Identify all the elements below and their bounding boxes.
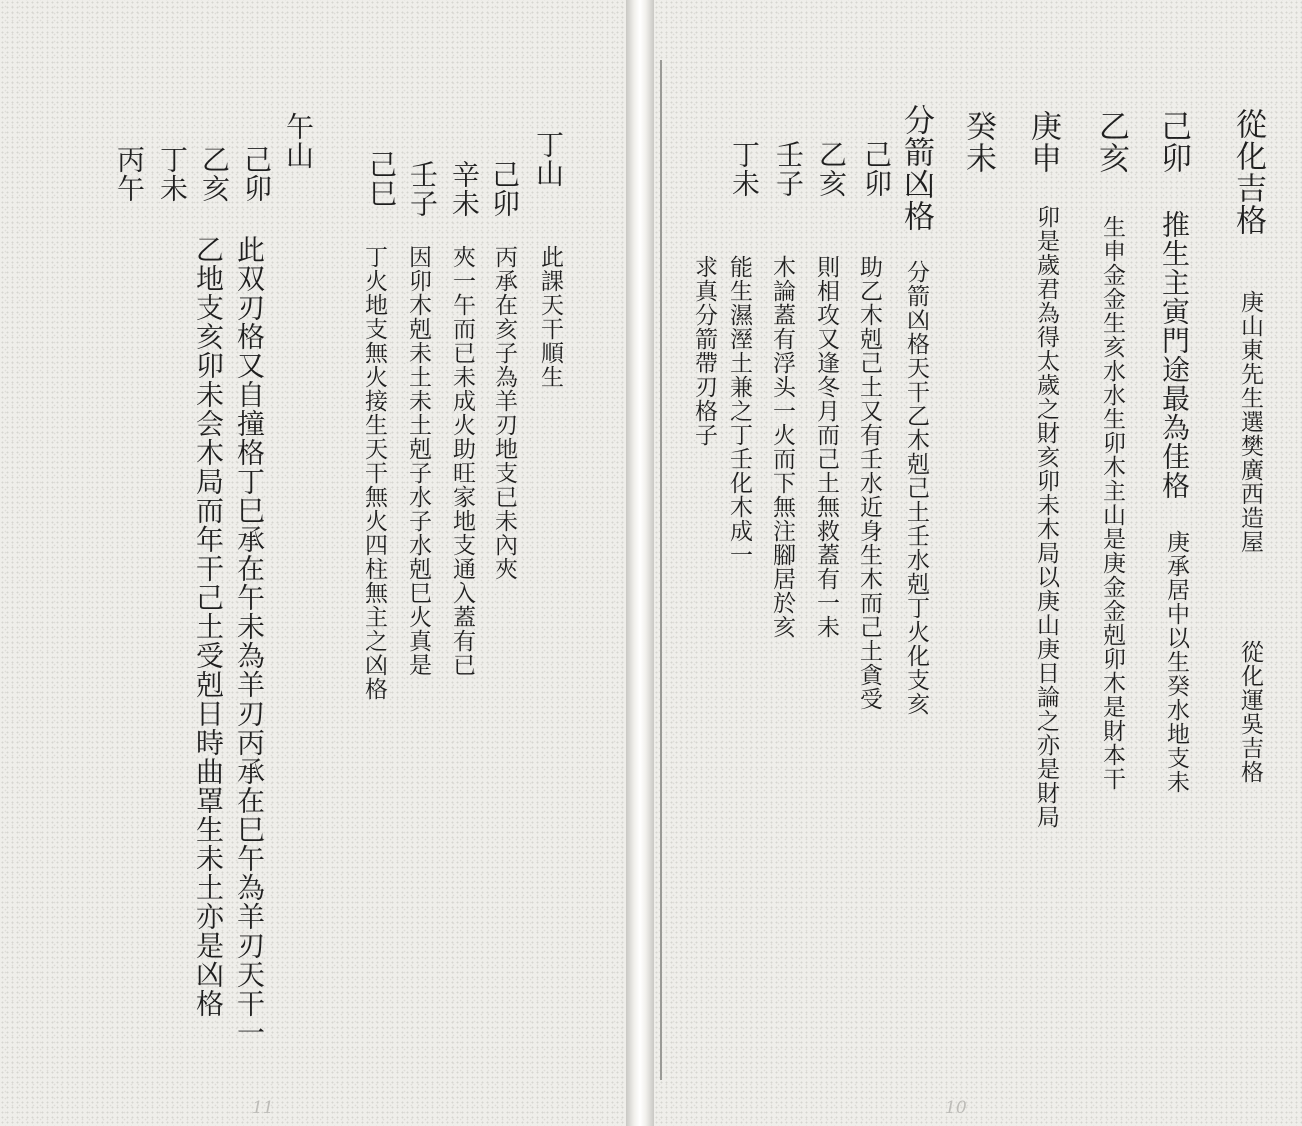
commentary-line: 此課天干順生 bbox=[537, 245, 563, 389]
pillar-dingwei: 丁未 bbox=[156, 145, 189, 203]
commentary-line: 乙地支亥卯未会木局而年干己土受剋日時曲罩生未土亦是凶格 bbox=[192, 235, 225, 1018]
book-gutter bbox=[626, 0, 654, 1126]
pillar-dingwei: 丁未 bbox=[728, 140, 761, 198]
pillar-bingwu: 丙午 bbox=[113, 145, 146, 203]
pillar-jimao: 己卯 bbox=[488, 160, 521, 218]
pillar-renzi: 壬子 bbox=[406, 160, 439, 218]
pillar-yihai: 乙亥 bbox=[1093, 110, 1129, 174]
commentary-line: 求真分箭帶刃格子 bbox=[691, 255, 717, 447]
pillar-jisi: 己巳 bbox=[365, 150, 398, 208]
commentary-line: 能生濕溼土兼之丁壬化木成一 bbox=[726, 255, 752, 567]
commentary-line: 丁火地支無火接生天干無火四柱無主之凶格 bbox=[361, 245, 387, 701]
pillar-jimao: 己卯 bbox=[240, 145, 273, 203]
commentary-line: 助乙木剋己土又有壬水近身生木而己土貪受 bbox=[856, 255, 882, 711]
subtitle-conghua-yun: 從化運吳吉格 bbox=[1237, 640, 1263, 784]
page-number: 10 bbox=[945, 1098, 967, 1118]
pillar-yihai: 乙亥 bbox=[815, 140, 848, 198]
pillar-xinwei: 辛未 bbox=[448, 160, 481, 218]
commentary-line: 因卯木剋未土未土剋子水子水剋巳火真是 bbox=[405, 245, 431, 677]
commentary-line: 推生主寅門途最為佳格 bbox=[1158, 210, 1191, 500]
pillar-jimao: 己卯 bbox=[1155, 110, 1191, 174]
commentary-line: 夾一午而已未成火助旺家地支通入蓋有已 bbox=[449, 245, 475, 677]
commentary-line: 生申金金生亥水水生卯木主山是庚金金剋卯木是財本干 bbox=[1099, 215, 1125, 791]
page-number: 11 bbox=[252, 1098, 274, 1118]
pillar-yihai: 乙亥 bbox=[198, 145, 231, 203]
section-title-fenjian: 分箭凶格 bbox=[898, 104, 934, 232]
section-title-conghua: 從化吉格 bbox=[1230, 108, 1266, 236]
pillar-guiwei: 癸未 bbox=[960, 110, 996, 174]
commentary-line: 卯是歲君為得太歲之財亥卯未木局以庚山庚日論之亦是財局 bbox=[1033, 205, 1059, 829]
commentary-line: 分箭凶格天干乙木剋己土壬水剋丁火化支亥 bbox=[903, 260, 929, 716]
pillar-jimao: 己卯 bbox=[860, 140, 893, 198]
subtitle-author: 庚山東先生選樊廣西造屋 bbox=[1237, 290, 1263, 554]
commentary-line: 庚承居中以生癸水地支未 bbox=[1163, 530, 1189, 794]
commentary-line: 此双刃格又自撞格丁巳承在午未為羊刃丙承在巳午為羊刃天干一 bbox=[233, 235, 266, 1047]
pillar-gengshen: 庚申 bbox=[1025, 110, 1061, 174]
pillar-renzi: 壬子 bbox=[772, 140, 805, 198]
commentary-line: 丙承在亥子為羊刃地支已未內夾 bbox=[491, 245, 517, 581]
section-title-wushan: 午山 bbox=[282, 112, 315, 170]
commentary-line: 木論蓋有浮头一火而下無注腳居於亥 bbox=[769, 255, 795, 639]
section-title-dingshan: 丁山 bbox=[532, 130, 565, 188]
page-edge-line bbox=[660, 60, 662, 1080]
commentary-line: 則相攻又逢冬月而己土無救蓋有一未 bbox=[813, 255, 839, 639]
